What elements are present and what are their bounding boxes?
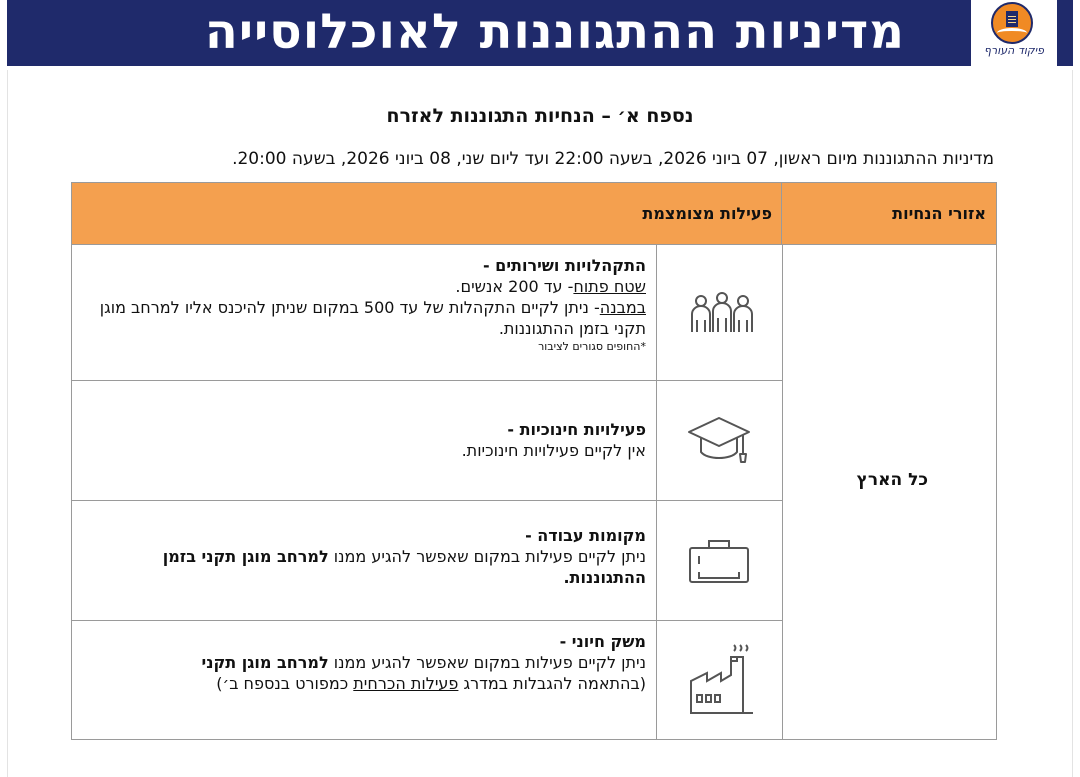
building-line	[86, 297, 646, 339]
building-label: במבנה	[599, 298, 646, 317]
note-link: פעילות הכרחית	[353, 674, 459, 693]
table-row	[72, 245, 782, 381]
row-heading: מקומות עבודה -	[525, 526, 646, 545]
policy-period-text: מדיניות ההתגוננות מיום ראשון, 07 ביוני 2026, בשעה 22:00 ועד ליום שני, 08 ביוני 2026, בשעה 20:00.	[232, 149, 994, 169]
row-heading: פעילויות חינוכיות -	[507, 420, 646, 439]
graduation-cap-icon	[687, 414, 751, 468]
building-icon	[1006, 11, 1018, 27]
header-zone: אזורי הנחיות	[892, 204, 986, 223]
appendix-title: נספח א׳ – הנחיות התגוננות לאזרח	[386, 105, 694, 127]
header-activity: פעילות מצומצמת	[642, 204, 772, 223]
note-pre: (בהתאמה להגבלות במדרג	[463, 674, 646, 693]
logo-text: פיקוד העורף	[984, 44, 1044, 57]
guidelines-table	[71, 182, 997, 740]
row-body-bold: למרחב מוגן תקני בזמן ההתגוננות.	[162, 547, 646, 587]
table-row	[72, 381, 782, 501]
row-text	[86, 525, 646, 588]
row-body-text: ניתן לקיים פעילות במקום שאפשר להגיע ממנו	[333, 653, 646, 672]
row-body	[86, 546, 646, 588]
briefcase-icon	[687, 536, 751, 586]
table-row	[72, 501, 782, 621]
zone-label: כל הארץ	[856, 470, 928, 490]
row-body-text: ניתן לקיים פעילות במקום שאפשר להגיע ממנו	[333, 547, 646, 566]
people-icon	[687, 292, 757, 334]
home-front-command-logo	[971, 0, 1057, 66]
header-divider	[781, 183, 782, 244]
page-title: מדיניות ההתגוננות לאוכלוסייה	[204, 4, 905, 60]
beach-note: *החופים סגורים לציבור	[538, 340, 646, 353]
row-text	[86, 255, 646, 355]
row-body: אין לקיים פעילויות חינוכיות.	[461, 441, 646, 460]
table-row	[72, 621, 782, 739]
open-area-line	[86, 276, 646, 297]
row-note	[86, 673, 646, 694]
icon-cell	[656, 245, 782, 380]
building-rule: - ניתן לקיים התקהלות של עד 500 במקום שניתן להיכנס אליו למרחב מוגן תקני בזמן ההתגוננות.	[99, 298, 646, 338]
icon-cell	[656, 621, 782, 739]
row-body	[86, 652, 646, 673]
icon-cell	[656, 501, 782, 620]
row-text	[86, 419, 646, 461]
zone-cell	[782, 245, 996, 739]
row-heading: משק חיוני -	[559, 632, 646, 651]
open-area-label: שטח פתוח	[573, 277, 646, 296]
icon-cell	[656, 381, 782, 500]
wave-icon	[997, 28, 1027, 38]
table-header	[72, 183, 996, 245]
note-post: כמפורט בנספח ב׳)	[216, 674, 349, 693]
row-body-bold: למרחב מוגן תקני	[201, 653, 329, 672]
logo-emblem-icon	[991, 2, 1033, 44]
row-heading: התקהלויות ושירותים -	[482, 256, 646, 275]
header-banner	[7, 0, 1073, 66]
open-area-rule: - עד 200 אנשים.	[455, 277, 574, 296]
row-text	[86, 631, 646, 694]
factory-icon	[687, 643, 757, 717]
